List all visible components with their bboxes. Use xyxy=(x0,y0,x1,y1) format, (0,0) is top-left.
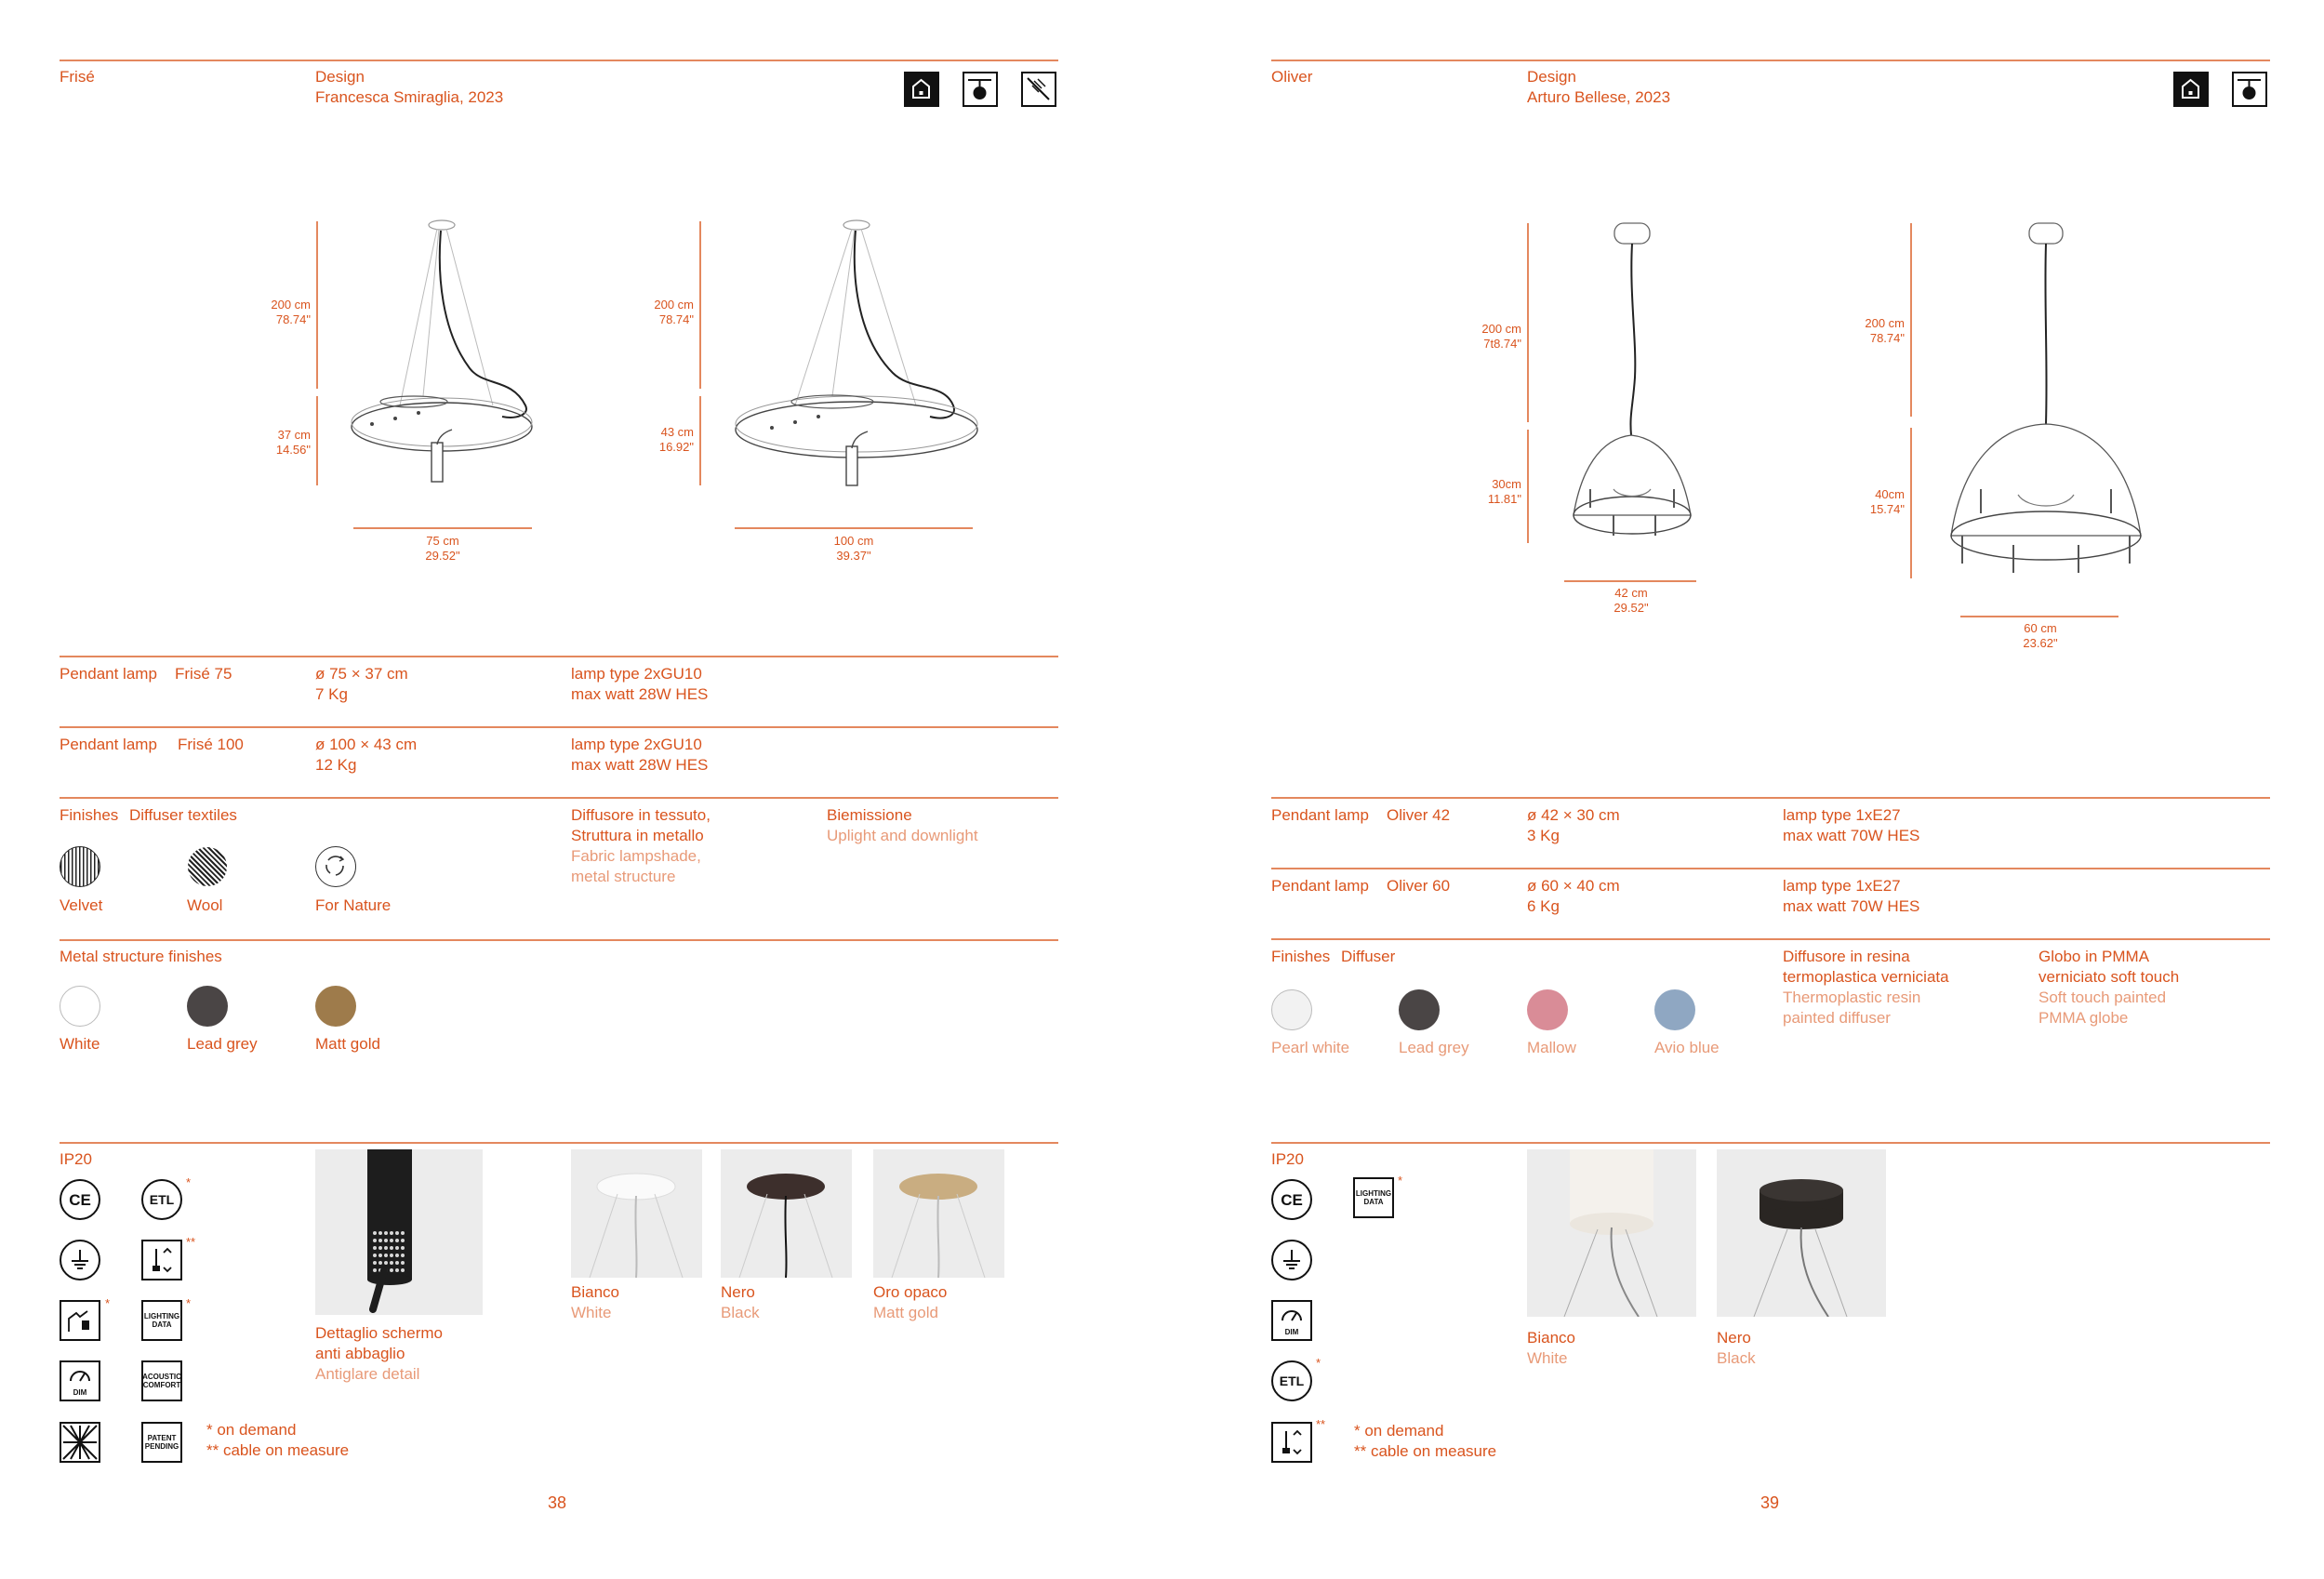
spec-type: Pendant lamp xyxy=(1271,877,1369,895)
dim-label: 75 cm 29.52" xyxy=(425,534,460,563)
oliver-42-drawing xyxy=(1562,219,1702,554)
product-name: Frisé xyxy=(60,68,95,86)
canopy-label-it: Oro opaco xyxy=(873,1283,948,1301)
pendant-icon xyxy=(963,72,998,107)
diffuser-desc-en: Fabric lampshade, xyxy=(571,847,701,865)
note-on-demand: * on demand xyxy=(206,1421,297,1439)
canopy-label-it: Bianco xyxy=(1527,1329,1575,1347)
canopy-label-en: Matt gold xyxy=(873,1304,938,1321)
spec-model: Frisé 100 xyxy=(178,736,244,753)
spec-type: Pendant lamp xyxy=(1271,806,1369,824)
lead-grey-swatch xyxy=(187,986,228,1027)
etl-icon: ETL xyxy=(141,1179,182,1220)
divider xyxy=(1271,797,2270,799)
designer: Arturo Bellese, 2023 xyxy=(1527,88,1671,106)
ce-icon: CE xyxy=(60,1179,100,1220)
asterisk: ** xyxy=(186,1235,196,1249)
swatch-label: Lead grey xyxy=(1399,1039,1469,1056)
divider xyxy=(60,797,1058,799)
globe-desc-en: PMMA globe xyxy=(2038,1009,2129,1027)
ip-rating: IP20 xyxy=(1271,1150,1304,1168)
lighting-data-icon: LIGHTING DATA xyxy=(1353,1177,1394,1218)
detail-caption-it: Dettaglio schermo xyxy=(315,1324,444,1342)
swatch-label: Matt gold xyxy=(315,1035,380,1053)
divider xyxy=(60,726,1058,728)
swatch-label: Pearl white xyxy=(1271,1039,1350,1056)
dim-line xyxy=(1527,223,1529,422)
oliver-60-drawing xyxy=(1944,219,2148,591)
swatch-label: Wool xyxy=(187,896,223,914)
frise-75-drawing xyxy=(344,219,549,498)
dim-icon: DIM xyxy=(60,1360,100,1401)
spec-model: Oliver 60 xyxy=(1387,877,1451,895)
metal-finishes-title: Metal structure finishes xyxy=(60,948,222,965)
rotation-icon xyxy=(60,1300,100,1341)
divider xyxy=(60,656,1058,657)
dim-label: 100 cm 39.37" xyxy=(833,534,874,563)
avio-blue-swatch xyxy=(1654,989,1695,1030)
dim-line xyxy=(1527,430,1529,543)
divider xyxy=(1271,60,2270,61)
swatch-label: For Nature xyxy=(315,896,392,914)
spec-lamp: lamp type 1xE27 xyxy=(1783,877,1901,895)
swatch-label: Velvet xyxy=(60,896,103,914)
emission-en: Uplight and downlight xyxy=(827,827,978,844)
product-name: Oliver xyxy=(1271,68,1313,86)
ce-icon: CE xyxy=(1271,1179,1312,1220)
canopy-gold-photo xyxy=(873,1149,1004,1278)
spec-model: Frisé 75 xyxy=(175,665,232,683)
dim-line xyxy=(316,396,318,485)
swatch-label: Mallow xyxy=(1527,1039,1576,1056)
diffuser-desc-en: metal structure xyxy=(571,868,676,885)
velvet-swatch xyxy=(60,846,100,887)
note-cable: ** cable on measure xyxy=(206,1441,350,1459)
finishes-title: Finishes xyxy=(1271,948,1331,965)
divider xyxy=(60,1142,1058,1144)
dim-line xyxy=(316,221,318,389)
designer: Francesca Smiraglia, 2023 xyxy=(315,88,504,106)
note-on-demand: * on demand xyxy=(1354,1422,1444,1440)
spec-type: Pendant lamp xyxy=(60,665,157,683)
pearl-white-swatch xyxy=(1271,989,1312,1030)
dim-line xyxy=(1910,428,1912,578)
dim-label: 42 cm 29.52" xyxy=(1614,586,1649,615)
diffuser-desc-it: Diffusore in tessuto, xyxy=(571,806,710,824)
pendant-icon xyxy=(2232,72,2267,107)
canopy-white-photo xyxy=(1527,1149,1696,1317)
dim-line xyxy=(1564,580,1696,582)
spec-weight: 6 Kg xyxy=(1527,897,1560,915)
divider xyxy=(60,939,1058,941)
swatch-label: Avio blue xyxy=(1654,1039,1720,1056)
white-swatch xyxy=(60,986,100,1027)
dim-label: 200 cm 78.74" xyxy=(1865,316,1905,345)
diffuser-desc-en: painted diffuser xyxy=(1783,1009,1891,1027)
divider xyxy=(60,60,1058,61)
design-label: Design xyxy=(315,68,365,86)
wool-swatch xyxy=(187,846,228,887)
spec-lamp: lamp type 2xGU10 xyxy=(571,665,702,683)
dim-label: 200 cm 7t8.74" xyxy=(1481,322,1521,351)
globe-desc-it: Globo in PMMA xyxy=(2038,948,2150,965)
etl-icon: ETL xyxy=(1271,1360,1312,1401)
canopy-label-en: Black xyxy=(721,1304,760,1321)
spec-size: ø 42 × 30 cm xyxy=(1527,806,1620,824)
dim-label: 200 cm 78.74" xyxy=(654,298,694,326)
diffuser-desc-it: Struttura in metallo xyxy=(571,827,704,844)
spec-watt: max watt 70W HES xyxy=(1783,827,1920,844)
dim-label: 43 cm 16.92" xyxy=(658,425,694,454)
lighting-data-icon: LIGHTING DATA xyxy=(141,1300,182,1341)
spec-size: ø 100 × 43 cm xyxy=(315,736,418,753)
asterisk: * xyxy=(1398,1174,1403,1188)
page-number: 38 xyxy=(548,1493,567,1512)
indoor-icon xyxy=(904,72,939,107)
globe-desc-en: Soft touch painted xyxy=(2038,989,2167,1006)
spec-watt: max watt 28W HES xyxy=(571,756,709,774)
spec-lamp: lamp type 2xGU10 xyxy=(571,736,702,753)
dim-label: 200 cm 78.74" xyxy=(271,298,311,326)
divider xyxy=(1271,868,2270,869)
spec-watt: max watt 70W HES xyxy=(1783,897,1920,915)
canopy-label-en: White xyxy=(1527,1349,1568,1367)
dim-line xyxy=(699,396,701,485)
page-number: 39 xyxy=(1760,1493,1780,1512)
for-nature-icon xyxy=(315,846,356,887)
detail-caption-en: Antiglare detail xyxy=(315,1365,420,1383)
spec-size: ø 75 × 37 cm xyxy=(315,665,408,683)
canopy-label-it: Bianco xyxy=(571,1283,619,1301)
canopy-label-it: Nero xyxy=(721,1283,755,1301)
detail-caption-it: anti abbaglio xyxy=(315,1345,405,1362)
diffuser-desc-en: Thermoplastic resin xyxy=(1783,989,1921,1006)
emission-it: Biemissione xyxy=(827,806,912,824)
ip-rating: IP20 xyxy=(60,1150,92,1168)
antiglare-detail-photo xyxy=(315,1149,483,1315)
dim-label: 30cm 11.81" xyxy=(1487,477,1521,506)
dim-label: 37 cm 14.56" xyxy=(275,428,311,457)
dim-line xyxy=(353,527,532,529)
canopy-label-en: Black xyxy=(1717,1349,1756,1367)
asterisk: * xyxy=(1316,1356,1321,1370)
canopy-label-it: Nero xyxy=(1717,1329,1751,1347)
patent-pending-icon: PATENT PENDING xyxy=(141,1422,182,1463)
dim-line xyxy=(1910,223,1912,417)
spec-size: ø 60 × 40 cm xyxy=(1527,877,1620,895)
note-cable: ** cable on measure xyxy=(1354,1442,1497,1460)
diffuser-desc-it: termoplastica verniciata xyxy=(1783,968,1949,986)
earth-icon xyxy=(60,1240,100,1280)
spec-lamp: lamp type 1xE27 xyxy=(1783,806,1901,824)
antiglare-icon xyxy=(1021,72,1056,107)
lead-grey-swatch xyxy=(1399,989,1440,1030)
spec-model: Oliver 42 xyxy=(1387,806,1451,824)
indoor-icon xyxy=(2173,72,2209,107)
asterisk: ** xyxy=(1316,1417,1326,1431)
dim-label: 40cm 15.74" xyxy=(1869,487,1905,516)
canopy-black-photo xyxy=(1717,1149,1886,1317)
spec-weight: 12 Kg xyxy=(315,756,357,774)
asterisk: * xyxy=(186,1296,192,1310)
diffuser-desc-it: Diffusore in resina xyxy=(1783,948,1910,965)
divider xyxy=(1271,1142,2270,1144)
spec-weight: 3 Kg xyxy=(1527,827,1560,844)
finishes-title: Finishes xyxy=(60,806,119,824)
spec-watt: max watt 28W HES xyxy=(571,685,709,703)
acoustic-comfort-icon: ACOUSTIC COMFORT xyxy=(141,1360,182,1401)
earth-icon xyxy=(1271,1240,1312,1280)
asterisk: * xyxy=(186,1175,192,1189)
dim-line xyxy=(1960,616,2118,617)
divider xyxy=(1271,938,2270,940)
swatch-label: Lead grey xyxy=(187,1035,258,1053)
canopy-label-en: White xyxy=(571,1304,612,1321)
dim-icon: DIM xyxy=(1271,1300,1312,1341)
dim-line xyxy=(735,527,973,529)
dim-label: 60 cm 23.62" xyxy=(2023,621,2058,650)
mallow-swatch xyxy=(1527,989,1568,1030)
spec-type: Pendant lamp xyxy=(60,736,157,753)
design-label: Design xyxy=(1527,68,1576,86)
finishes-subtitle: Diffuser xyxy=(1341,948,1396,965)
matt-gold-swatch xyxy=(315,986,356,1027)
cable-adjust-icon xyxy=(1271,1422,1312,1463)
cable-adjust-icon xyxy=(141,1240,182,1280)
spec-weight: 7 Kg xyxy=(315,685,348,703)
canopy-black-photo xyxy=(721,1149,852,1278)
dim-line xyxy=(699,221,701,389)
antiglare-pattern-icon xyxy=(60,1422,100,1463)
globe-desc-it: verniciato soft touch xyxy=(2038,968,2180,986)
finishes-subtitle: Diffuser textiles xyxy=(129,806,237,824)
canopy-white-photo xyxy=(571,1149,702,1278)
swatch-label: White xyxy=(60,1035,100,1053)
asterisk: * xyxy=(105,1296,111,1310)
frise-100-drawing xyxy=(730,219,990,498)
